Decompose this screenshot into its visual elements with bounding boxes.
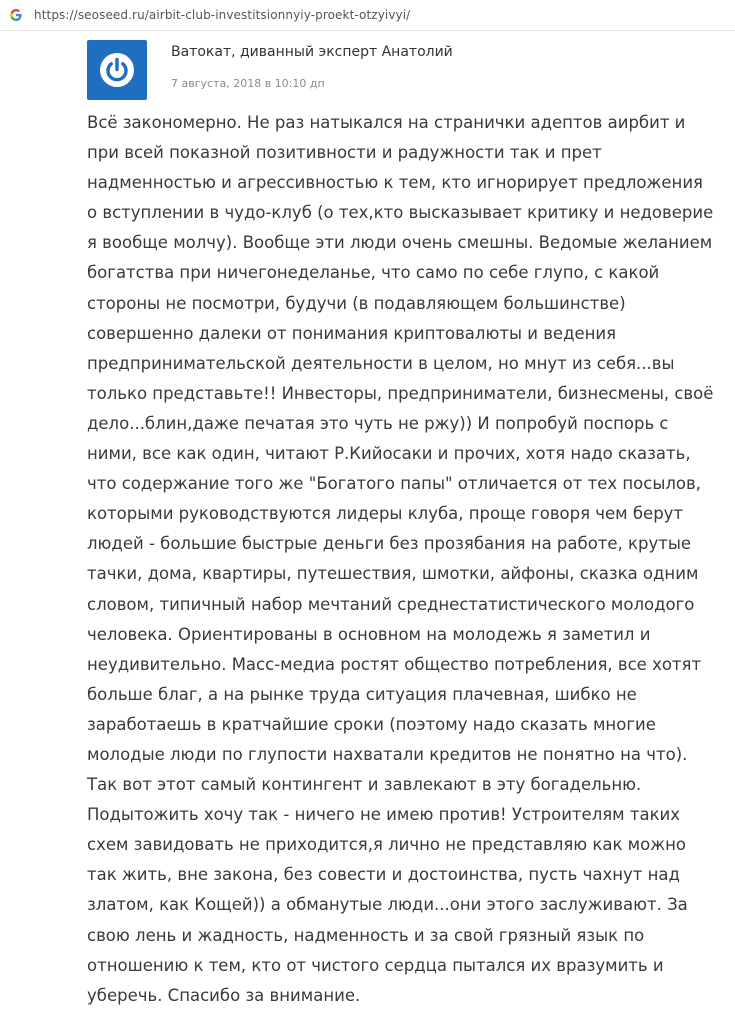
address-bar[interactable] (0, 0, 735, 31)
comment-text: Всё закономерно. Не раз натыкался на странички адептов аирбит и при всей показной позитивности и радужности так и прет надменностью и агрессивностью к тем, кто игнорирует предложения о вступлении в чудо-клуб (о тех,кто высказывает критику и недоверие я вообще молчу). Вообще эти люди очень смешны. Ведомые желанием богатства при ничегонеделанье, что само по себе глупо, с какой стороны не посмотри, будучи (в подавляющем большинстве) совершенно далеки от понимания криптовалюты и ведения предпринимательской деятельности в целом, но мнут из себя...вы только представьте!! Инвесторы, предприниматели, бизнесмены, своё дело...блин,даже печатая это чуть не ржу)) И попробуй поспорь с ними, все как один, читают Р.Кийосаки и прочих, хотя надо сказать, что содержание того же "Богатого папы" отличается от тех посылов, которыми руководствуются лидеры клуба, проще говоря чем берут людей - большие быстрые деньги без прозябания на работе, крутые тачки, дома, квартиры, путешествия, шмотки, айфоны, сказка одним словом, типичный набор мечтаний среднестатистического молодого человека. Ориентированы в основном на молодежь я заметил и неудивительно. Масс-медиа ростят общество потребления, все хотят больше благ, а на рынке труда ситуация плачевная, шибко не заработаешь в кратчайшие сроки (поэтому надо сказать многие молодые люди по глупости нахватали кредитов не понятно на что). Так вот этот самый контингент и завлекают в эту богадельню. Подытожить хочу так - ничего не имею против! Устроителям таких схем завидовать не приходится,я лично не представляю как можно так жить, вне закона, без совести и достоинства, пусть чахнут над златом, как Кощей)) а обманутые люди...они этого заслуживают. За свою лень и жадность, надменность и за свой грязный язык по отношению к тем, кто от чистого сердца пытался их вразумить и уберечь. Спасибо за внимание. (87, 113, 714, 1005)
comment-author[interactable]: Ватокат, диванный эксперт Анатолий (171, 44, 453, 60)
power-icon (98, 51, 136, 89)
url-text[interactable]: https://seoseed.ru/airbit-club-investitsionnyiy-proekt-otzyivyi/ (34, 8, 411, 22)
google-g-icon (9, 8, 23, 22)
avatar[interactable] (87, 40, 147, 100)
comment-date[interactable]: 7 августа, 2018 в 10:10 дп (171, 77, 325, 90)
